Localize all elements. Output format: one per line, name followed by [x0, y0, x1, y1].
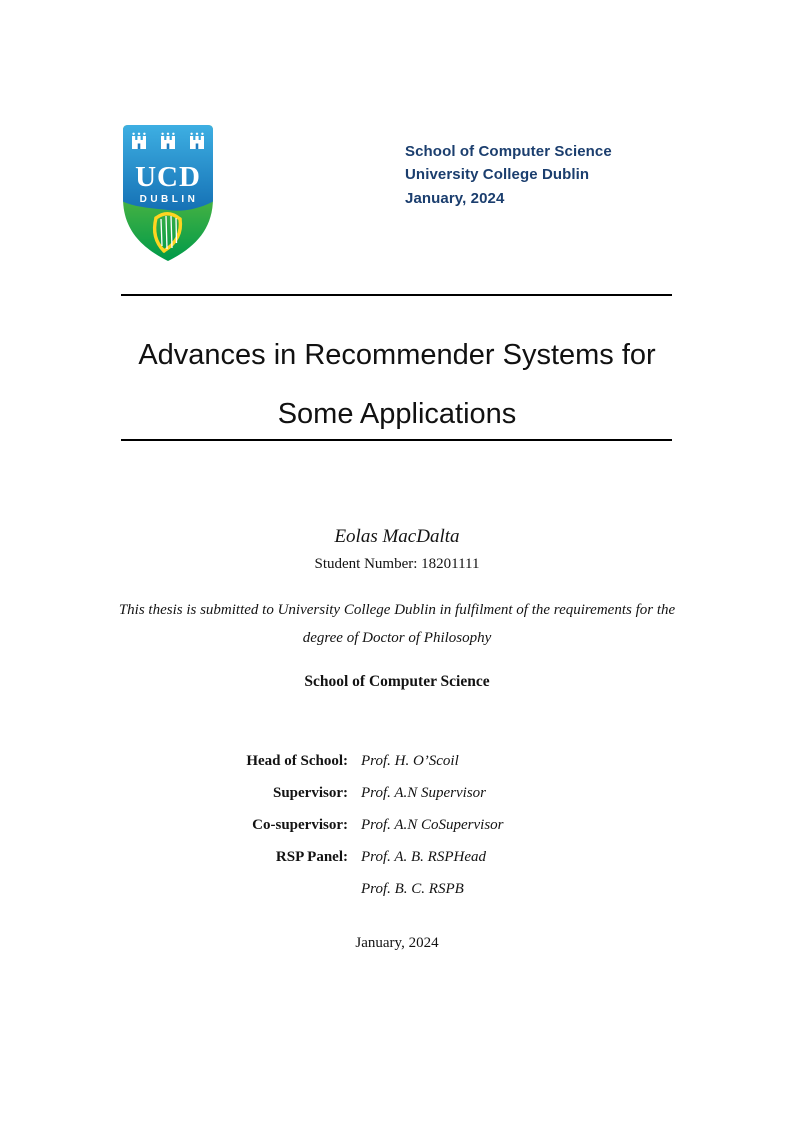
crest-acronym: UCD — [135, 161, 201, 193]
submission-statement — [0, 596, 794, 652]
student-number: Student Number: 18201111 — [314, 556, 480, 572]
horizontal-rule-top — [121, 294, 672, 296]
committee-member-name: Prof. B. C. RSPB — [361, 881, 464, 897]
committee-member-name: Prof. A.N Supervisor — [361, 785, 487, 801]
affiliation-school: School of Computer Science — [405, 143, 612, 160]
committee-role-label — [120, 873, 348, 905]
committee-list — [120, 745, 674, 905]
ucd-crest-logo — [120, 122, 216, 262]
affiliation-block — [405, 140, 612, 210]
submission-statement-line2: degree of Doctor of Philosophy — [302, 630, 492, 646]
committee-member-name: Prof. A.N CoSupervisor — [361, 817, 504, 833]
committee-member-name: Prof. H. O’Scoil — [361, 753, 459, 769]
committee-role-label: RSP Panel: — [275, 849, 348, 865]
submission-statement-line1: This thesis is submitted to University College Dublin in fulfilment of the requirements for the — [118, 602, 676, 618]
committee-row — [120, 809, 674, 841]
committee-role-label: Head of School: — [246, 753, 348, 769]
author-name: Eolas MacDalta — [334, 526, 460, 547]
thesis-title-line1: Advances in Recommender Systems for — [138, 339, 656, 371]
school-name: School of Computer Science — [304, 673, 490, 690]
affiliation-university: University College Dublin — [405, 166, 590, 184]
footer-date: January, 2024 — [355, 935, 439, 951]
committee-role-label: Co-supervisor: — [252, 817, 348, 833]
committee-member-name: Prof. A. B. RSPHead — [361, 849, 486, 865]
crest-city: DUBLIN — [139, 194, 199, 205]
thesis-title — [0, 326, 794, 444]
committee-row — [120, 745, 674, 777]
committee-row — [120, 777, 674, 809]
committee-role-label: Supervisor: — [273, 785, 348, 801]
committee-row — [120, 873, 674, 905]
thesis-title-line2: Some Applications — [277, 398, 517, 430]
horizontal-rule-bottom — [121, 439, 672, 441]
affiliation-date: January, 2024 — [405, 189, 505, 207]
committee-row — [120, 841, 674, 873]
